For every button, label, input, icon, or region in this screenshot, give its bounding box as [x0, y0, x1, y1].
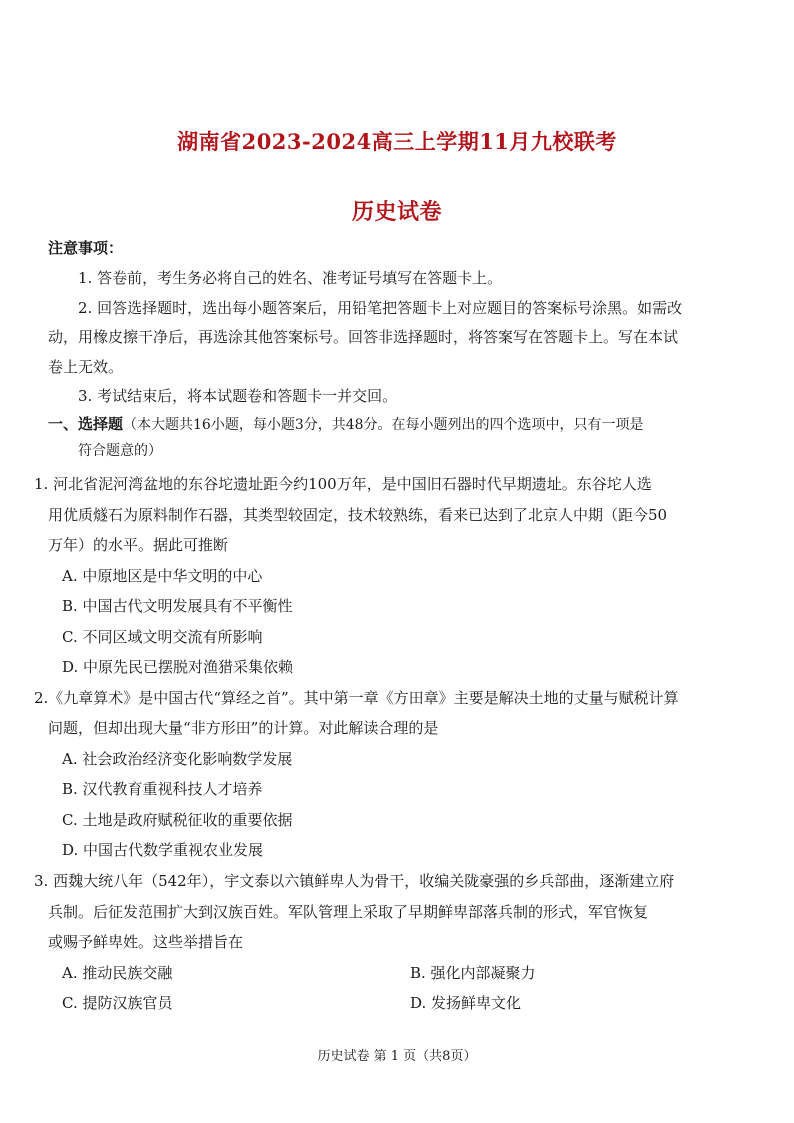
q2-option-b: B. 汉代教育重视科技人才培养	[62, 780, 263, 798]
q1-option-d: D. 中原先民已摆脱对渔猎采集依赖	[62, 658, 294, 676]
page-footer: 历史试卷 第 1 页（共8页）	[317, 1049, 477, 1064]
q1-stem-line-2: 用优质燧石为原料制作石器，其类型较固定，技术较熟练，看来已达到了北京人中期（距今50	[48, 506, 668, 524]
q1-option-c: C. 不同区域文明交流有所影响	[62, 628, 263, 646]
q1-option-a: A. 中原地区是中华文明的中心	[62, 567, 263, 585]
notice-item-2-line-3: 卷上无效。	[48, 358, 124, 376]
notice-item-3: 3. 考试结束后，将本试题卷和答题卡一并交回。	[78, 387, 398, 405]
q3-stem-line-2: 兵制。后征发范围扩大到汉族百姓。军队管理上采取了早期鲜卑部落兵制的形式，军官恢复	[48, 903, 649, 921]
q2-option-d: D. 中国古代数学重视农业发展	[62, 841, 264, 859]
section-1-desc-2: 符合题意的）	[78, 443, 162, 459]
q3-option-c: C. 提防汉族官员	[62, 994, 173, 1012]
section-1-heading: 一、选择题	[48, 415, 124, 433]
q2-stem-line-1: 2.《九章算术》是中国古代“算经之首”。其中第一章《方田章》主要是解决土地的丈量与赋税计算	[34, 689, 679, 707]
q3-option-d: D. 发扬鲜卑文化	[410, 994, 522, 1012]
notice-item-1: 1. 答卷前，考生务必将自己的姓名、准考证号填写在答题卡上。	[78, 269, 503, 287]
notice-heading: 注意事项：	[48, 239, 124, 257]
q1-stem-line-3: 万年）的水平。据此可推断	[48, 536, 229, 554]
exam-subtitle: 历史试卷	[351, 199, 442, 225]
q3-option-a: A. 推动民族交融	[62, 964, 173, 982]
section-1-header	[48, 414, 644, 435]
q2-stem-line-2: 问题，但却出现大量“非方形田”的计算。对此解读合理的是	[48, 719, 439, 737]
q3-option-b: B. 强化内部凝聚力	[410, 964, 536, 982]
q1-stem-line-1: 1. 河北省泥河湾盆地的东谷坨遗址距今约100万年，是中国旧石器时代早期遗址。东谷坨人选	[34, 475, 652, 493]
notice-item-2-line-1: 2. 回答选择题时，选出每小题答案后，用铅笔把答题卡上对应题目的答案标号涂黑。如需改	[78, 299, 683, 317]
q3-stem-line-1: 3. 西魏大统八年（542年），宇文泰以六镇鲜卑人为骨干，收编关陇豪强的乡兵部曲，逐渐建立府	[34, 872, 675, 890]
q2-option-c: C. 土地是政府赋税征收的重要依据	[62, 811, 293, 829]
exam-title: 湖南省2023-2024高三上学期11月九校联考	[177, 129, 617, 154]
section-1-desc-1: （本大题共16小题，每小题3分，共48分。在每小题列出的四个选项中，只有一项是	[123, 417, 644, 433]
q2-option-a: A. 社会政治经济变化影响数学发展	[62, 750, 293, 768]
q3-stem-line-3: 或赐予鲜卑姓。这些举措旨在	[48, 933, 244, 951]
notice-item-2-line-2: 动，用橡皮擦干净后，再选涂其他答案标号。回答非选择题时，将答案写在答题卡上。写在本试	[48, 328, 679, 346]
q1-option-b: B. 中国古代文明发展具有不平衡性	[62, 597, 293, 615]
